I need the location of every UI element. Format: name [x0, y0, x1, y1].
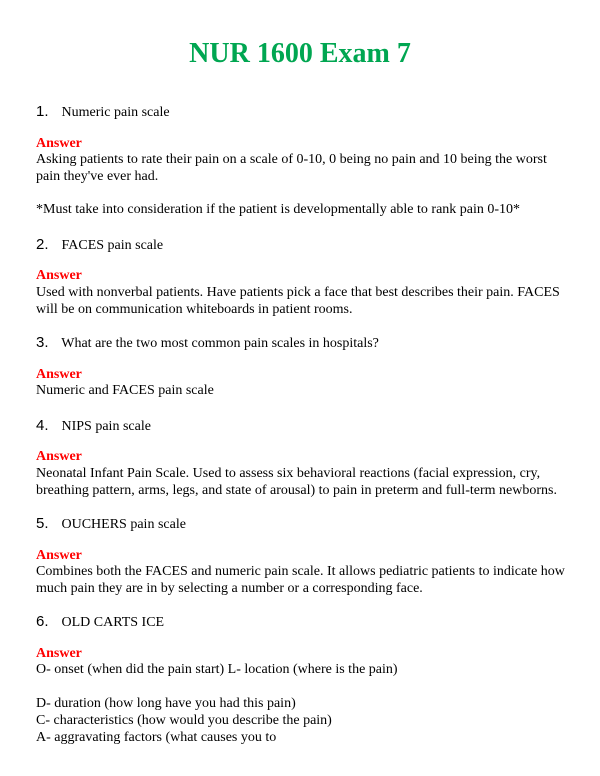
question-6	[36, 614, 164, 631]
answer-label: Answer	[36, 136, 82, 151]
question-text: Numeric pain scale	[61, 105, 170, 120]
question-text: OUCHERS pain scale	[61, 517, 186, 532]
answer-label: Answer	[36, 268, 82, 283]
answer-text: O- onset (when did the pain start) L- location (where is the pain)	[36, 662, 398, 677]
question-text: OLD CARTS ICE	[61, 615, 165, 630]
answer-label: Answer	[36, 367, 82, 382]
question-number: 1.	[36, 103, 49, 120]
page-title: NUR 1600 Exam 7	[189, 38, 411, 69]
question-3	[36, 335, 379, 352]
question-1	[36, 104, 170, 121]
question-number: 2.	[36, 236, 49, 253]
answer-label: Answer	[36, 449, 82, 464]
question-2	[36, 237, 163, 254]
answer-note: *Must take into consideration if the patient is developmentally able to rank pain 0-10*	[36, 202, 521, 217]
answer-line-aggravating: A- aggravating factors (what causes you to	[36, 730, 277, 745]
question-number: 5.	[36, 515, 49, 532]
answer-text: Numeric and FACES pain scale	[36, 383, 214, 398]
answer-line-duration: D- duration (how long have you had this pain)	[36, 696, 296, 711]
answer-text: Neonatal Infant Pain Scale. Used to assess six behavioral reactions (facial expression, cry, breathing pattern, arms, legs, and state of arousal) to pain in preterm and full-term newborns.	[36, 466, 557, 498]
answer-line-characteristics: C- characteristics (how would you describe the pain)	[36, 713, 332, 728]
answer-label: Answer	[36, 548, 82, 563]
answer-label: Answer	[36, 646, 82, 661]
answer-text: Combines both the FACES and numeric pain scale. It allows pediatric patients to indicate how much pain they are in by selecting a number or a corresponding face.	[36, 564, 565, 596]
question-5	[36, 516, 186, 533]
question-number: 4.	[36, 417, 49, 434]
question-number: 6.	[36, 613, 49, 630]
question-text: What are the two most common pain scales in hospitals?	[61, 336, 379, 351]
question-number: 3.	[36, 334, 49, 351]
answer-text: Used with nonverbal patients. Have patients pick a face that best describes their pain. FACES will be on communication whiteboards in patient rooms.	[36, 285, 560, 317]
question-4	[36, 418, 151, 435]
answer-text: Asking patients to rate their pain on a scale of 0-10, 0 being no pain and 10 being the worst pain they've ever had.	[36, 152, 547, 184]
question-text: FACES pain scale	[61, 238, 164, 253]
question-text: NIPS pain scale	[61, 419, 151, 434]
